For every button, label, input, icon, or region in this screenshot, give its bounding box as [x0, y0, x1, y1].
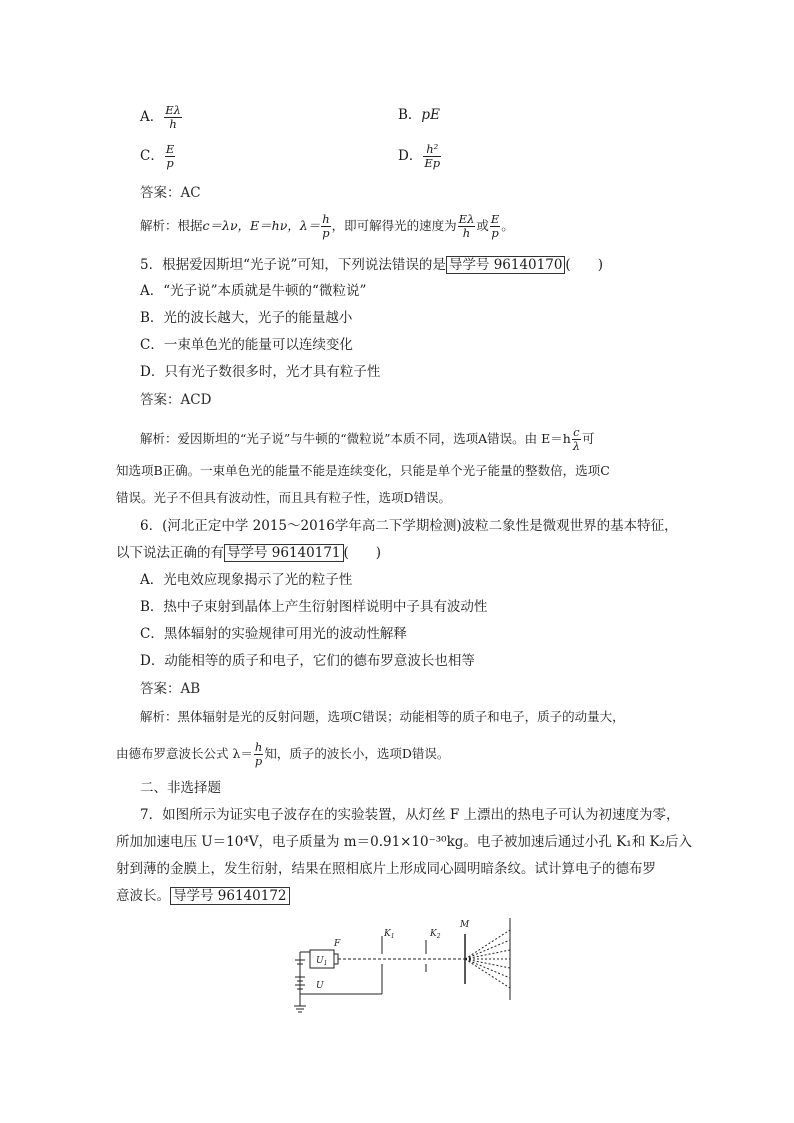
q5-explanation-line3: 错误。光子不但具有波动性，而且具有粒子性，选项D错误。 — [116, 490, 452, 505]
q6-stem-line2-text: 以下说法正确的有 — [116, 545, 224, 561]
q6-explanation-line2 — [116, 741, 449, 768]
q6-answer-label: 答案： — [140, 681, 181, 697]
q4-expl-prefix: 解析：根据 — [140, 218, 203, 233]
q4-option-d-denominator: Ep — [424, 156, 441, 170]
q5-expl-line1a: 解析：爱因斯坦的“光子说”与牛顿的“微粒说”本质不同，选项A错误。由 E＝h — [140, 431, 571, 446]
q6-stem-line1: 6．(河北正定中学 2015～2016学年高二下学期检测)波粒二象性是微观世界的基本特征， — [140, 518, 678, 534]
q4-option-c-label: C． — [140, 148, 164, 164]
q7-line2: 所加加速电压 U＝10⁴V，电子质量为 m＝0.91×10⁻³⁰kg。电子被加速后通过小孔 K₁和 K₂后入 — [116, 834, 692, 850]
q7-code: 导学号 96140172 — [170, 887, 290, 905]
q6-expl-frac-num: h — [254, 740, 263, 754]
q7-line4-text: 意波长。 — [116, 888, 170, 904]
q6-option-c: C．黑体辐射的实验规律可用光的波动性解释 — [140, 626, 407, 642]
q4-option-a-numerator: Eλ — [165, 103, 181, 117]
label-f: F — [334, 939, 341, 949]
diffraction-fan — [465, 930, 510, 988]
q4-option-a-fraction — [164, 104, 182, 131]
q5-stem-text: 5．根据爱因斯坦“光子说”可知，下列说法错误的是 — [140, 257, 446, 273]
q4-option-d-label: D． — [398, 148, 423, 164]
q4-option-c-denominator: p — [166, 156, 174, 170]
label-m: M — [460, 920, 470, 930]
q4-expl-mid: ，即可解得光的速度为 — [331, 218, 457, 233]
q5-stem — [140, 256, 603, 274]
q4-expl-frac1-den: p — [322, 226, 330, 240]
q6-option-b: B．热中子束射到晶体上产生衍射图样说明中子具有波动性 — [140, 599, 488, 615]
q5-paren: ( ) — [565, 257, 603, 273]
q4-expl-frac1 — [321, 213, 330, 240]
q5-expl-frac — [572, 426, 581, 453]
q4-expl-frac2-num: Eλ — [458, 212, 475, 226]
q6-expl-line2b: 知，质子的波长小，选项D错误。 — [264, 746, 450, 761]
q5-expl-line1b: 可 — [582, 431, 595, 446]
q4-answer-value: AC — [180, 185, 201, 201]
q6-option-a: A．光电效应现象揭示了光的粒子性 — [140, 572, 353, 588]
q4-expl-end: 。 — [501, 218, 514, 233]
q5-answer — [140, 391, 211, 409]
q6-expl-line2a: 由德布罗意波长公式 λ＝ — [116, 746, 253, 761]
q5-code: 导学号 96140170 — [446, 256, 566, 274]
q4-expl-formula: c＝λν，E＝hν，λ＝ — [202, 218, 321, 233]
q6-expl-frac — [254, 741, 263, 768]
q5-expl-frac-den: λ — [572, 439, 581, 453]
q5-expl-frac-num: c — [573, 425, 580, 439]
q4-option-c — [140, 143, 176, 170]
q4-answer — [140, 184, 201, 202]
q5-explanation-line2: 知选项B正确。一束单色光的能量不能是连续变化，只能是单个光子能量的整数倍，选项C — [116, 463, 610, 478]
q6-stem-line2 — [116, 544, 381, 562]
q7-line4 — [116, 887, 290, 905]
q4-option-a-denominator: h — [169, 117, 177, 131]
q4-option-a — [140, 104, 183, 131]
q4-expl-frac1-num: h — [322, 212, 330, 226]
q4-option-d-fraction — [423, 143, 441, 170]
q4-option-c-fraction — [165, 143, 175, 170]
q4-expl-frac3 — [490, 213, 500, 240]
apparatus-diagram — [290, 912, 520, 1017]
q7-line1: 7．如图所示为证实电子波存在的实验装置，从灯丝 F 上漂出的热电子可认为初速度为零， — [140, 807, 680, 823]
q4-answer-label: 答案： — [140, 185, 181, 201]
q4-expl-frac2-den: h — [462, 226, 471, 240]
q4-expl-frac3-num: E — [490, 212, 500, 226]
label-k1: $K_1$ — [384, 929, 395, 940]
q4-option-b-label: B． — [398, 107, 422, 123]
q5-answer-value: ACD — [180, 392, 212, 408]
q4-explanation — [140, 213, 514, 240]
q5-explanation-line1 — [140, 426, 595, 453]
q6-paren: ( ) — [343, 545, 382, 561]
label-k2: $K_2$ — [430, 929, 441, 940]
q6-answer-value: AB — [180, 681, 201, 697]
q6-code: 导学号 96140171 — [224, 544, 344, 562]
q4-option-d-numerator: h² — [423, 143, 441, 157]
q4-expl-frac3-den: p — [491, 226, 499, 240]
q4-expl-or: 或 — [476, 218, 489, 233]
q4-option-a-label: A． — [140, 109, 164, 125]
q6-explanation-line1: 解析：黑体辐射是光的反射问题，选项C错误；动能相等的质子和电子，质子的动量大， — [140, 709, 625, 724]
q5-answer-label: 答案： — [140, 392, 181, 408]
q7-line3: 射到薄的金膜上，发生衍射，结果在照相底片上形成同心圆明暗条纹。试计算电子的德布罗 — [116, 861, 656, 877]
q5-option-b: B．光的波长越大，光子的能量越小 — [140, 310, 353, 326]
label-u1: $U_1$ — [316, 956, 328, 967]
q4-option-b — [398, 106, 440, 124]
label-u: U — [316, 981, 324, 991]
q6-option-d: D．动能相等的质子和电子，它们的德布罗意波长也相等 — [140, 653, 475, 669]
section-title: 二、非选择题 — [140, 780, 221, 796]
q4-option-d — [398, 143, 442, 170]
q6-answer — [140, 680, 200, 698]
q5-option-c: C．一束单色光的能量可以连续变化 — [140, 337, 353, 353]
q6-expl-frac-den: p — [254, 754, 263, 768]
q4-option-b-expr: pE — [421, 107, 440, 123]
q5-option-a: A．“光子说”本质就是牛顿的“微粒说” — [140, 283, 367, 299]
q4-option-c-numerator: E — [165, 142, 175, 156]
q5-option-d: D．只有光子数很多时，光才具有粒子性 — [140, 364, 381, 380]
filament-connector — [334, 954, 338, 964]
q4-expl-frac2 — [458, 213, 476, 240]
